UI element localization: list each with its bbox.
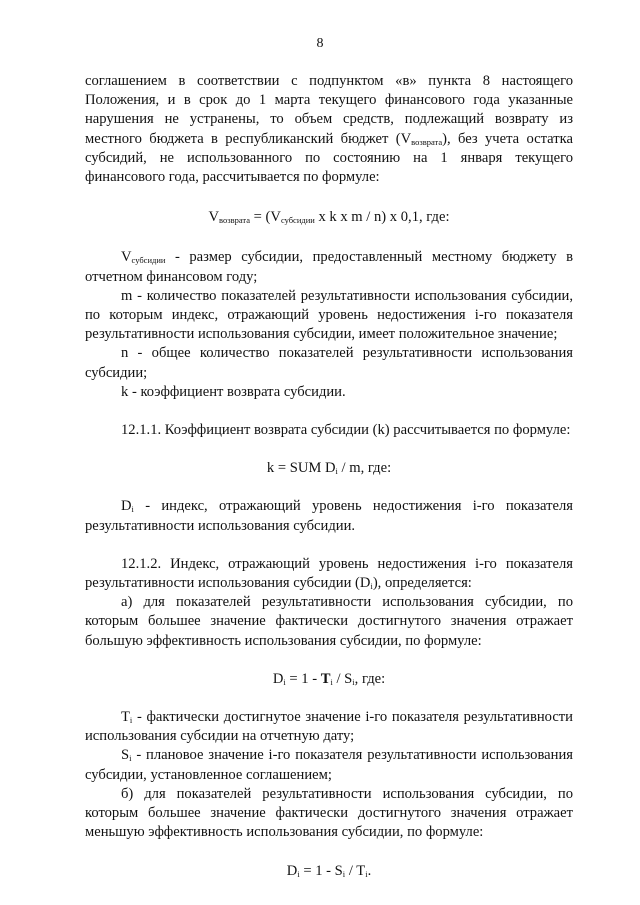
subscript: i [342,868,346,879]
symbol: T [121,709,130,726]
symbol: S [121,747,130,764]
subscript: i [365,868,368,879]
definition-t [85,708,573,746]
formula-k [85,459,573,478]
text: - размер субсидии, предоставленный местному бюджету в отчетном финансовом году; [85,249,573,285]
text: ), определяется: [372,575,472,592]
document-body [85,72,573,881]
text: соглашением в соответствии с подпунктом «в» пункта 8 настоящего Положения, и в срок до 1 марта текущего финансового года указанные нарушения не устранены, то объем средств, подлежащий возврату из местного бюджета в республиканский бюджет (V [85,73,573,147]
subscript: возврата [219,215,250,226]
formula-text: , где: [354,670,386,687]
paragraph-12-1-1: 12.1.1. Коэффициент возврата субсидии (k) рассчитывается по формуле: [121,422,571,439]
definition-s [85,746,573,784]
text: - плановое значение i-го показателя результативности использования субсидии, установленное соглашением; [85,747,573,783]
paragraph-b: б) для показателей результативности использования субсидии, по которым большее значение фактически достигнутого значения отражает меньшую эффективность использования субсидии, по формуле: [85,785,573,841]
symbol: V [121,249,132,266]
subscript: субсидии [280,215,315,226]
subscript: i [370,581,373,592]
definition-m: m - количество показателей результативности использования субсидии, по которым индекс, отражающий уровень недостижения i-го показателя результативности использования субсидии, имеет положительное значение; [85,287,573,343]
subscript: i [283,676,286,687]
formula-d-b [85,862,573,881]
formula-text: k = SUM D [266,460,336,477]
formula-text: x k x m / n) x 0,1, где: [314,209,450,226]
subscript: i [352,676,355,687]
formula-text: = 1 - [285,670,321,687]
subscript: i [297,868,300,879]
text: - фактически достигнутое значение i-го показателя результативности использования субсидии на отчетную дату; [85,709,573,745]
formula-symbol: D [286,862,298,879]
formula-text: . [367,862,372,879]
formula-text: = (V [250,209,281,226]
paragraph-12-1-2 [85,555,573,593]
formula-symbol: V [208,209,220,226]
formula-text: = 1 - S [299,862,343,879]
subscript: i [330,676,333,687]
formula-d-a [85,670,573,689]
text: 12.1.2. Индекс, отражающий уровень недостижения i-го показателя результативности использования субсидии (D [85,555,573,592]
formula-return-volume [85,208,573,227]
subscript: субсидии [131,255,166,266]
formula-text: / m, где: [337,460,392,477]
definition-k: k - коэффициент возврата субсидии. [121,383,346,400]
subscript: возврата [411,136,443,147]
paragraph-a: а) для показателей результативности использования субсидии, по которым большее значение фактически достигнутого значения отражает большую эффективность использования субсидии, по формуле: [85,594,573,649]
formula-symbol: D [272,670,284,687]
definition-d [85,497,573,535]
subscript: i [335,466,338,477]
paragraph-return-volume [85,72,573,187]
formula-text: / T [345,862,366,879]
symbol: D [121,498,132,515]
definition-n: n - общее количество показателей результативности использования субсидии; [85,345,573,381]
subscript: i [131,504,134,515]
subscript: i [129,753,132,764]
definition-v-subsidy [85,248,573,286]
formula-symbol: T [320,670,331,687]
subscript: i [129,715,133,726]
formula-text: / S [332,670,353,687]
text: ), без учета остатка субсидий, не использованного по состоянию на 1 января текущего финансового года, рассчитывается по формуле: [85,130,573,186]
page-number: 8 [316,36,324,51]
text: - индекс, отражающий уровень недостижения i-го показателя результативности использования субсидии. [85,498,573,534]
